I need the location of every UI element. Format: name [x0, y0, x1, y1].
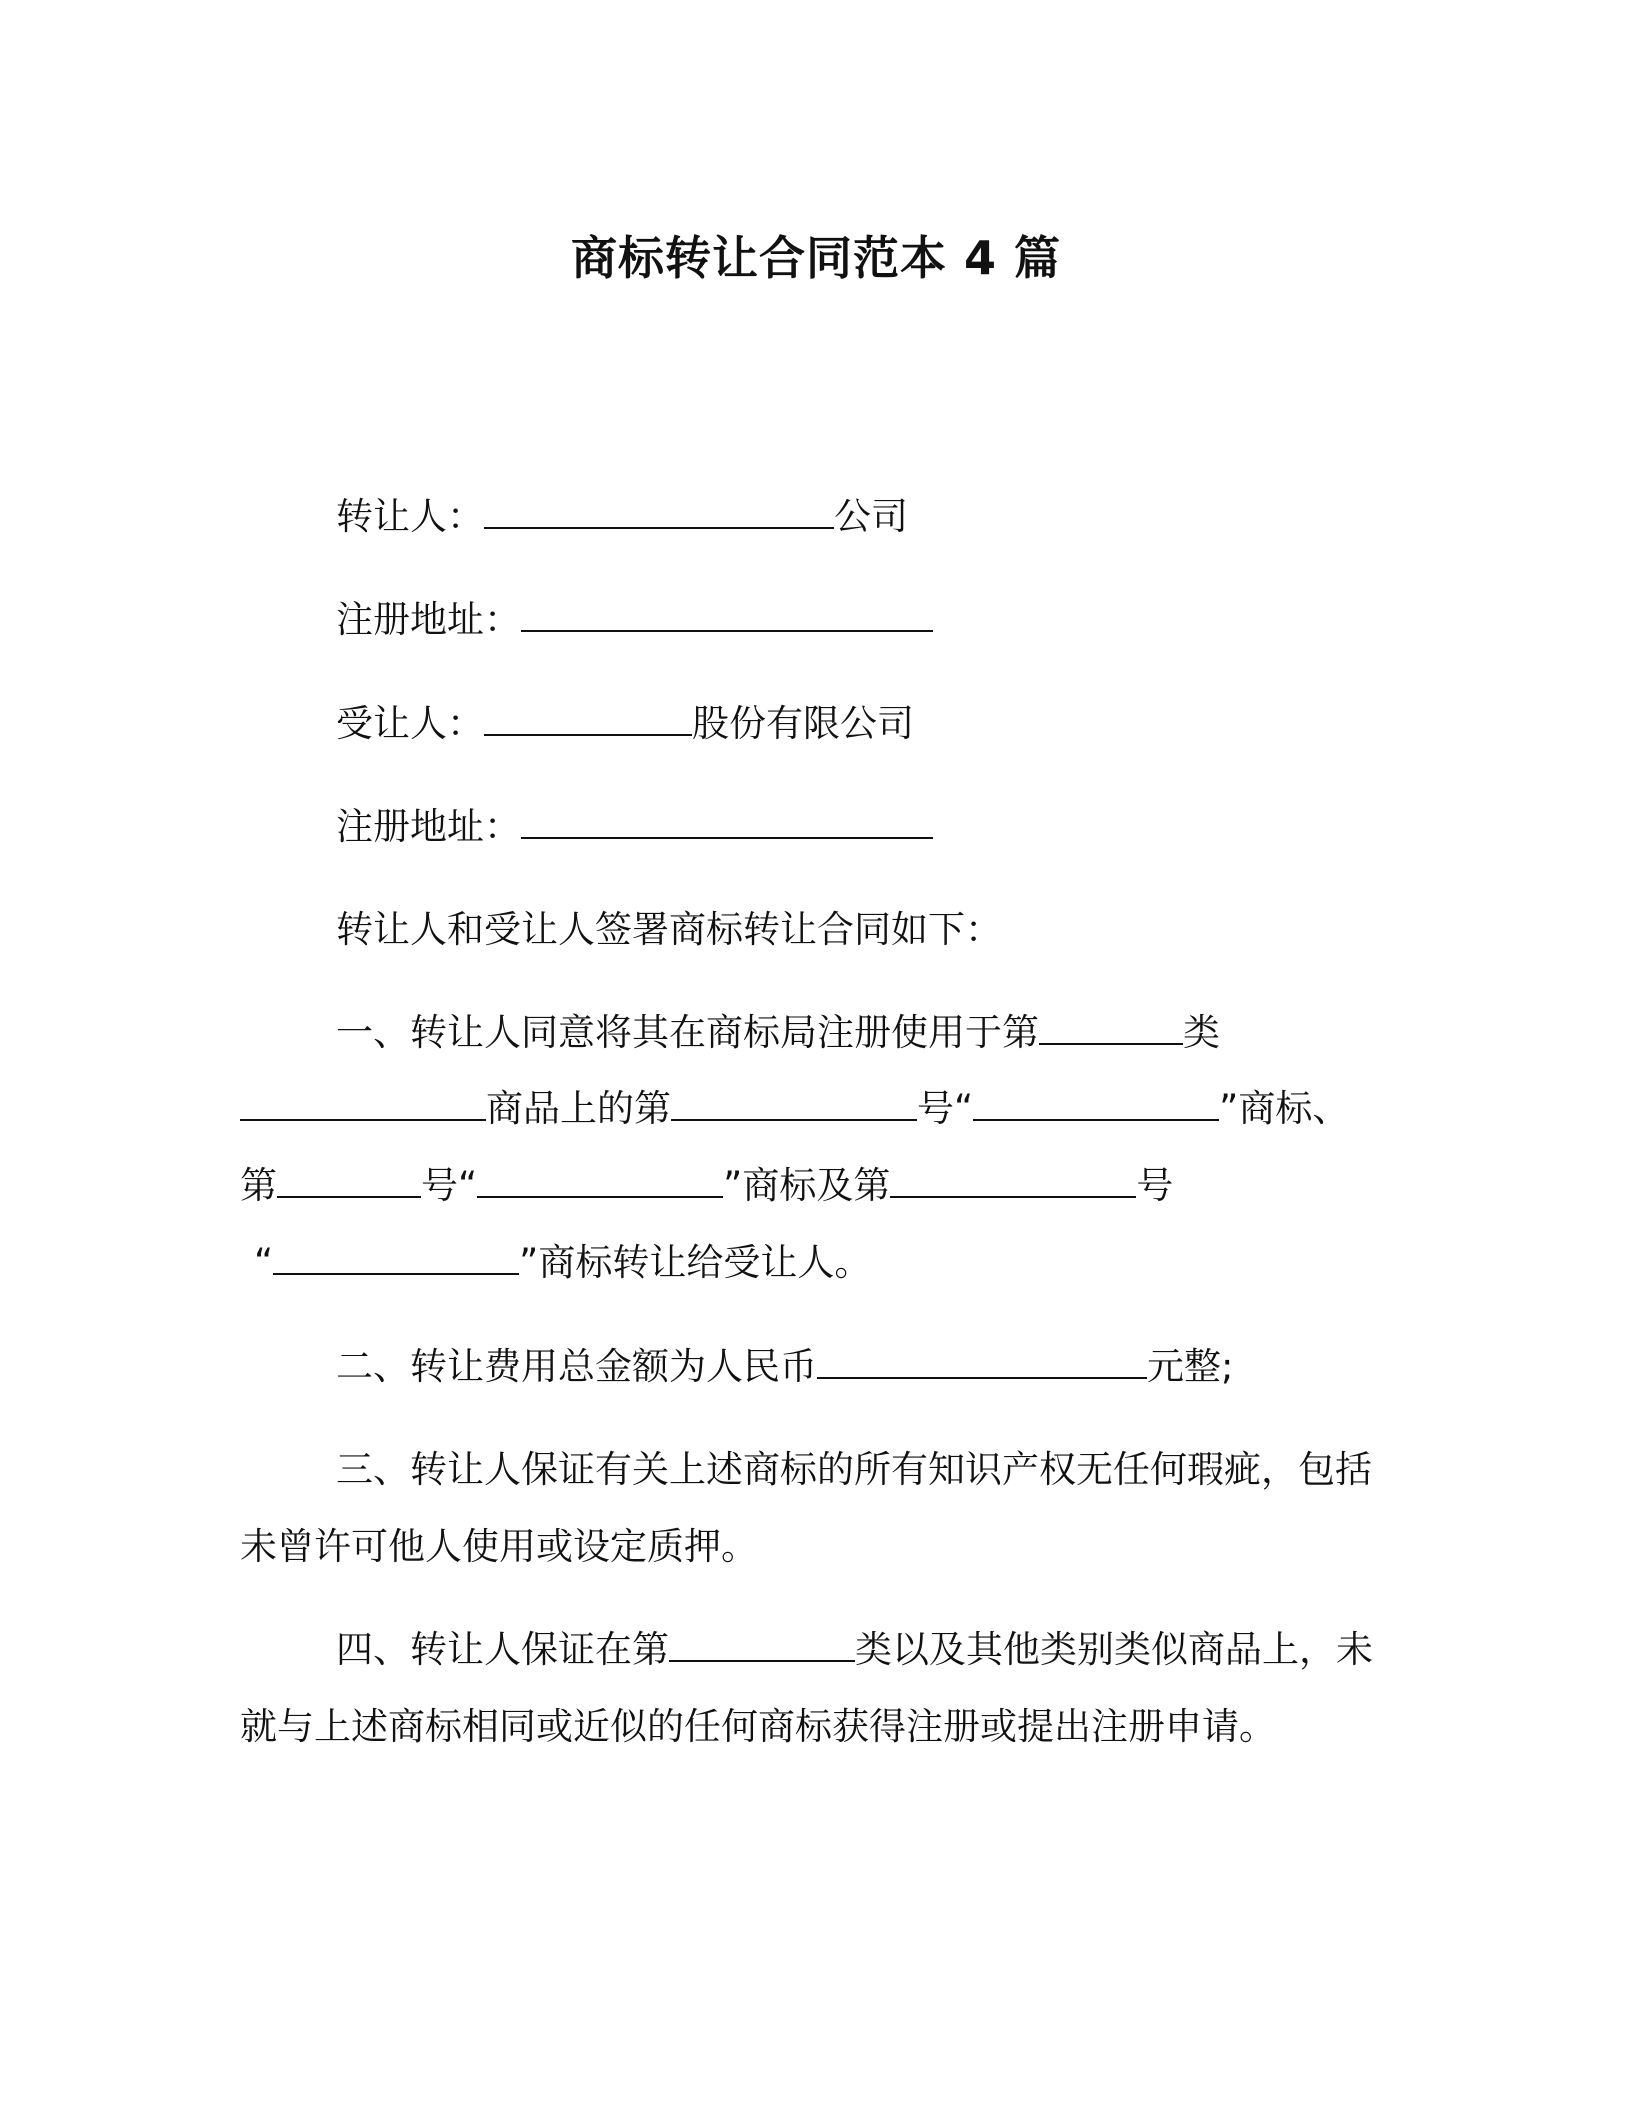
class-number-blank[interactable]: [669, 1630, 855, 1662]
trademark-name-blank[interactable]: [477, 1166, 723, 1198]
clause-1-line-3: [240, 1166, 1400, 1206]
clause-4-line-2: 就与上述商标相同或近似的任何商标获得注册或提出注册申请。: [240, 1705, 1276, 1748]
amount-blank[interactable]: [817, 1347, 1147, 1379]
clause-2-line: [336, 1347, 1496, 1387]
transferee-address-line: [336, 807, 1496, 847]
clause-4-text: 类以及其他类别类似商品上，未: [855, 1628, 1373, 1671]
clause-1-text: “: [254, 1241, 274, 1284]
document-title: 商标转让合同范本 4 篇: [570, 231, 1062, 285]
clause-1-text: 商品上的第: [486, 1087, 671, 1130]
class-number-blank[interactable]: [1039, 1013, 1183, 1045]
clause-2-text: 元整;: [1147, 1345, 1234, 1388]
clause-4-line-1: [336, 1630, 1496, 1670]
clause-3-line-2: 未曾许可他人使用或设定质押。: [240, 1525, 758, 1568]
clause-4-text: 四、转让人保证在第: [336, 1628, 669, 1671]
transferee-address-blank[interactable]: [521, 807, 933, 839]
clause-1-text: 一、转让人同意将其在商标局注册使用于第: [336, 1011, 1039, 1054]
clause-1-text: 类: [1183, 1011, 1220, 1054]
clause-1-text: 号: [1136, 1164, 1174, 1207]
trademark-name-blank[interactable]: [973, 1089, 1219, 1121]
goods-blank[interactable]: [240, 1089, 486, 1121]
transferor-name-blank[interactable]: [484, 497, 834, 529]
transferee-label: 受让人：: [336, 702, 484, 745]
clause-1-line-1: [336, 1013, 1496, 1053]
clause-1-line-4: [254, 1243, 1414, 1283]
registration-number-blank[interactable]: [671, 1089, 917, 1121]
intro-paragraph: 转让人和受让人签署商标转让合同如下：: [336, 908, 1002, 951]
clause-1-line-2: [240, 1089, 1400, 1129]
transferor-line: [336, 497, 1496, 537]
registration-number-blank[interactable]: [277, 1166, 421, 1198]
reg-address-label: 注册地址：: [336, 805, 521, 848]
clause-1-text: 第: [240, 1164, 277, 1207]
clause-1-text: ”商标及第: [723, 1164, 891, 1207]
trademark-name-blank[interactable]: [273, 1243, 519, 1275]
clause-1-text: 号“: [917, 1087, 974, 1130]
clause-1-text: ”商标转让给受让人。: [519, 1241, 872, 1284]
transferor-label: 转让人：: [336, 495, 484, 538]
clause-3-line-1: 三、转让人保证有关上述商标的所有知识产权无任何瑕疵，包括: [336, 1448, 1372, 1491]
transferor-address-line: [336, 600, 1496, 640]
clause-1-text: ”商标、: [1219, 1087, 1350, 1130]
transferor-address-blank[interactable]: [521, 600, 933, 632]
clause-2-text: 二、转让费用总金额为人民币: [336, 1345, 817, 1388]
reg-address-label: 注册地址：: [336, 598, 521, 641]
registration-number-blank[interactable]: [890, 1166, 1136, 1198]
transferor-suffix: 公司: [834, 495, 908, 538]
clause-1-text: 号“: [421, 1164, 478, 1207]
transferee-name-blank[interactable]: [484, 704, 692, 736]
transferee-suffix: 股份有限公司: [692, 702, 914, 745]
transferee-line: [336, 704, 1496, 744]
